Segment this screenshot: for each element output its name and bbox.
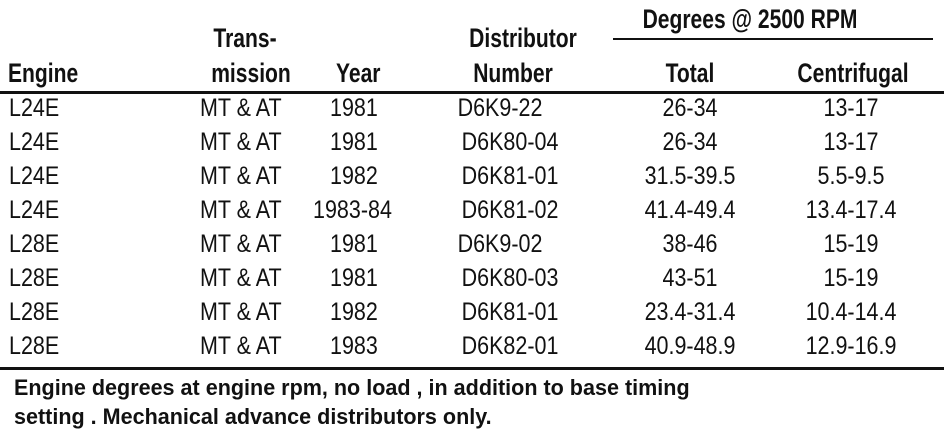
total-cell: 26-34	[662, 94, 718, 122]
transmission-cell: MT & AT	[200, 230, 282, 258]
engine-cell: L24E	[9, 196, 60, 224]
column-group-rule	[613, 38, 933, 40]
year-cell: 1981	[330, 230, 378, 258]
column-header-transmission-line1: Trans-	[213, 23, 277, 53]
engine-cell: L28E	[9, 332, 60, 360]
table-row	[0, 164, 944, 198]
column-header-centrifugal: Centrifugal	[797, 58, 909, 88]
table-row	[0, 198, 944, 232]
transmission-cell: MT & AT	[200, 128, 282, 156]
centrifugal-cell: 12.9-16.9	[805, 332, 897, 360]
engine-cell: L28E	[9, 264, 60, 292]
transmission-cell: MT & AT	[200, 162, 282, 190]
engine-cell: L24E	[9, 162, 60, 190]
table-row	[0, 300, 944, 334]
footnote-divider	[0, 367, 944, 370]
centrifugal-cell: 5.5-9.5	[817, 162, 885, 190]
engine-cell: L24E	[9, 94, 60, 122]
table-row	[0, 266, 944, 300]
total-cell: 26-34	[662, 128, 718, 156]
year-cell: 1983-84	[313, 196, 392, 224]
year-cell: 1982	[330, 162, 378, 190]
transmission-cell: MT & AT	[200, 332, 282, 360]
table-row	[0, 130, 944, 164]
column-header-transmission-line2: mission	[211, 58, 291, 88]
table-row	[0, 334, 944, 368]
total-cell: 38-46	[662, 230, 718, 258]
transmission-cell: MT & AT	[200, 196, 282, 224]
column-header-distributor-line2: Number	[473, 58, 553, 88]
engine-cell: L24E	[9, 128, 60, 156]
centrifugal-cell: 13-17	[823, 128, 879, 156]
distributor-cell: D6K80-04	[461, 128, 559, 156]
year-cell: 1983	[330, 332, 378, 360]
distributor-cell: D6K81-02	[461, 196, 559, 224]
centrifugal-cell: 10.4-14.4	[805, 298, 897, 326]
column-header-total: Total	[665, 58, 715, 88]
column-header-distributor-line1: Distributor	[469, 23, 577, 53]
total-cell: 31.5-39.5	[644, 162, 736, 190]
year-cell: 1981	[330, 128, 378, 156]
distributor-cell: D6K81-01	[461, 298, 559, 326]
total-cell: 43-51	[662, 264, 718, 292]
total-cell: 40.9-48.9	[644, 332, 736, 360]
centrifugal-cell: 13-17	[823, 94, 879, 122]
footnote-line-2: setting . Mechanical advance distributors only.	[14, 404, 492, 429]
footnote-line-1: Engine degrees at engine rpm, no load , in addition to base timing	[14, 375, 690, 400]
engine-cell: L28E	[9, 230, 60, 258]
column-header-engine: Engine	[8, 58, 79, 88]
distributor-cell: D6K82-01	[461, 332, 559, 360]
distributor-cell: D6K9-02	[457, 230, 543, 258]
centrifugal-cell: 15-19	[823, 230, 879, 258]
transmission-cell: MT & AT	[200, 298, 282, 326]
distributor-cell: D6K9-22	[457, 94, 543, 122]
year-cell: 1982	[330, 298, 378, 326]
centrifugal-cell: 15-19	[823, 264, 879, 292]
engine-cell: L28E	[9, 298, 60, 326]
total-cell: 41.4-49.4	[644, 196, 736, 224]
column-group-header-degrees: Degrees @ 2500 RPM	[642, 4, 858, 34]
table-row	[0, 232, 944, 266]
total-cell: 23.4-31.4	[644, 298, 736, 326]
transmission-cell: MT & AT	[200, 264, 282, 292]
centrifugal-cell: 13.4-17.4	[805, 196, 897, 224]
column-header-year: Year	[336, 58, 381, 88]
distributor-cell: D6K80-03	[461, 264, 559, 292]
year-cell: 1981	[330, 264, 378, 292]
transmission-cell: MT & AT	[200, 94, 282, 122]
table-row	[0, 96, 944, 130]
distributor-cell: D6K81-01	[461, 162, 559, 190]
year-cell: 1981	[330, 94, 378, 122]
